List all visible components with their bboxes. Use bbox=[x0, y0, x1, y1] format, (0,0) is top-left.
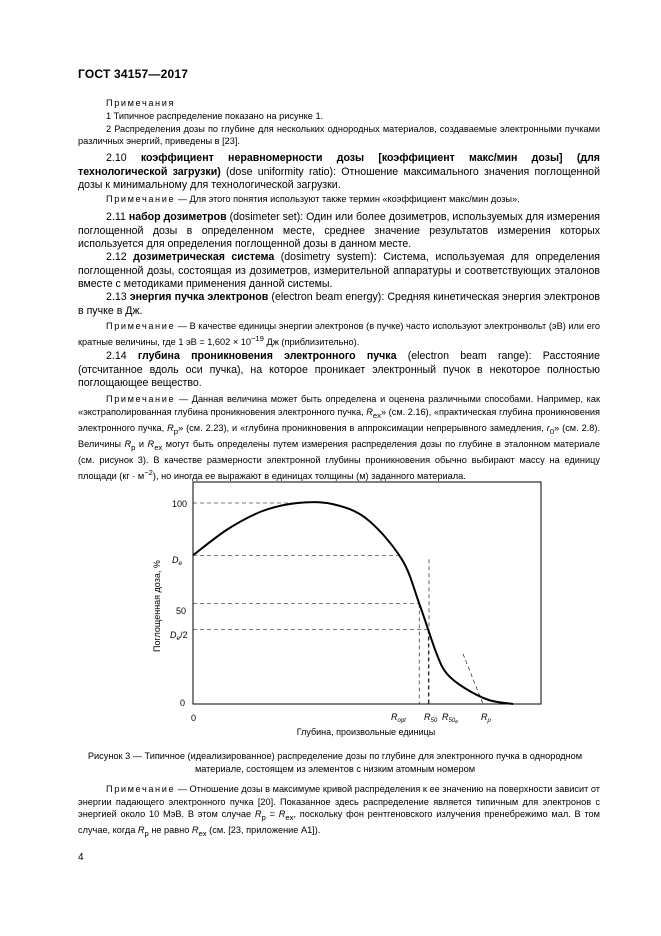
note-text: » (см. 2.16), «практическая глубина проникновения электронного пучка, bbox=[78, 406, 600, 433]
definition: Отношение максимального значения поглощенной дозы к минимальному для технологической загрузки. bbox=[78, 165, 600, 191]
symbol-sub: p bbox=[144, 829, 149, 839]
note-sup: −19 bbox=[250, 333, 264, 343]
x-tick-0: 0 bbox=[191, 713, 197, 723]
note-text: и bbox=[135, 439, 148, 450]
page-number: 4 bbox=[78, 852, 84, 863]
term-en: (dosimeter set): bbox=[226, 211, 304, 223]
notes-heading: Примечания bbox=[106, 98, 176, 108]
term-en: (dose uniformity ratio): bbox=[220, 165, 337, 178]
y-tick-100: 100 bbox=[172, 499, 188, 509]
symbol-sub: ex bbox=[198, 829, 207, 839]
note-label: Примечание bbox=[106, 321, 176, 331]
term: глубина проникновения электронного пучка bbox=[137, 350, 397, 362]
note-item-2: 2 Распределения дозы по глубине для нескольких однородных материалов, создаваемые электронными пучками различных энергий, приведены в [23]. bbox=[78, 123, 600, 146]
y-tick-de-half: $D_e/2$ bbox=[170, 630, 188, 642]
section-number: 2.10 bbox=[106, 152, 127, 164]
term: набор дозиметров bbox=[128, 211, 227, 223]
symbol: r bbox=[546, 422, 550, 433]
symbol: R bbox=[191, 825, 199, 836]
note-text: — В качестве единицы энергии электронов (в пучке) часто используют электронвольт (эВ) или его кратные величины, где 1 эВ = 1,602 × 10 bbox=[78, 321, 600, 347]
definition: Расстояние (отсчитанное вдоль оси пучка), на которое проникает электронный пучок в некоторое полностью поглощающее вещество. bbox=[78, 350, 600, 389]
note-label: Примечание bbox=[106, 394, 176, 404]
x-tick-ropt: $R_{opt}$ bbox=[391, 712, 406, 724]
section-2-12 bbox=[78, 251, 600, 292]
note-text: могут быть определены путем измерения распределения дозы по глубине в эталонном материале (см. рисунок 3). В качестве размерности электронной глубины проникновения обычно выбирают массу на единицу площади (кг · м bbox=[78, 439, 600, 482]
section-number: 2.12 bbox=[106, 251, 127, 263]
term-en: (dosimetry system): bbox=[274, 251, 377, 263]
symbol: R bbox=[167, 422, 174, 433]
term-en: (electron beam energy): bbox=[268, 291, 385, 303]
note-text: (см. [23, приложение А1]). bbox=[206, 825, 321, 836]
section-2-10 bbox=[78, 152, 600, 193]
symbol-sub: p bbox=[131, 442, 136, 452]
x-tick-rp: $R_p$ bbox=[481, 712, 491, 724]
note-text: ), но иногда ее выражают в единицах толщины (м) заданного материала. bbox=[152, 471, 466, 482]
chart-frame bbox=[193, 482, 541, 704]
definition: Средняя кинетическая энергия электронов в пучке в Дж. bbox=[78, 291, 600, 317]
figure-caption: Рисунок 3 — Типичное (идеализированное) распределение дозы по глубине для электронного пучка в однородном материале, состоящем из элементов с низким атомным номером bbox=[87, 751, 583, 774]
note-sup: −2 bbox=[144, 467, 153, 477]
section-2-11 bbox=[78, 211, 600, 252]
term-en: (electron beam range): bbox=[396, 350, 532, 362]
page-header: ГОСТ 34157—2017 bbox=[78, 67, 189, 81]
symbol-sub: ex bbox=[154, 442, 163, 452]
note-2-10 bbox=[78, 193, 600, 206]
symbol: R bbox=[124, 439, 132, 450]
note-text: = bbox=[265, 809, 279, 819]
note-item-1: 1 Типичное распределение показано на рисунке 1. bbox=[106, 111, 324, 121]
y-tick-50: 50 bbox=[176, 606, 187, 616]
section-2-14 bbox=[78, 350, 600, 391]
symbol: R bbox=[147, 439, 155, 450]
term: энергия пучка электронов bbox=[129, 291, 269, 303]
note-2-13 bbox=[78, 320, 600, 348]
symbol: R bbox=[254, 809, 262, 819]
symbol-sub: ex bbox=[372, 410, 381, 420]
term: коэффициент неравномерности дозы [коэффициент макс/мин дозы] (для технологической загрузки) bbox=[78, 152, 600, 178]
section-number: 2.14 bbox=[106, 350, 127, 362]
note-text: — Для этого понятия используют также термин «коэффициент макс/мин дозы». bbox=[175, 194, 520, 204]
symbol-sub: ex bbox=[285, 812, 294, 822]
definition: Система, используемая для определения поглощенной дозы, состоящая из дозиметров, измерительной аппаратуры и соответствующих эталонов вместе с методиками применения данной системы. bbox=[78, 251, 600, 290]
note-text: , поскольку фон рентгеновского излучения пренебрежимо мал. В том случае, когда bbox=[78, 809, 600, 836]
y-tick-de: $D_e$ bbox=[172, 555, 183, 567]
dose-curve bbox=[193, 502, 513, 704]
symbol: R bbox=[278, 809, 286, 819]
symbol-sub: p bbox=[173, 426, 179, 436]
y-axis-label: Поглощенная доза, % bbox=[152, 560, 162, 652]
guide-lines bbox=[193, 503, 483, 704]
note-figure-3 bbox=[78, 783, 600, 841]
note-label: Примечание bbox=[106, 784, 176, 794]
y-tick-0: 0 bbox=[180, 698, 186, 708]
x-tick-r50e: $R_{50}e$ bbox=[442, 712, 458, 725]
symbol-sub: 0 bbox=[549, 426, 555, 436]
note-text: не равно bbox=[148, 825, 192, 836]
note-text: — Данная величина может быть определена и оценена различными способами. Например, как «экстраполированная глубина проникновения электронного пучка, bbox=[78, 394, 600, 417]
note-text: — Отношение дозы в максимуме кривой распределения к ее значению на поверхности зависит от энергии падающего электронного пучка [20]. Показанное здесь распределение является типичным для электронов с энергией около 10 МэВ. В этом случае bbox=[78, 784, 600, 819]
symbol-sub: p bbox=[261, 812, 266, 822]
section-number: 2.11 bbox=[106, 211, 126, 223]
note-text: » (см. 2.23), и «глубина проникновения в аппроксимации непрерывного замедления, bbox=[178, 422, 547, 433]
note-label: Примечание bbox=[106, 194, 176, 204]
symbol: R bbox=[366, 406, 373, 417]
note-text: » (см. 2.8). Величины bbox=[78, 422, 601, 450]
section-number: 2.13 bbox=[106, 291, 127, 303]
term: дозиметрическая система bbox=[133, 251, 275, 263]
section-2-13 bbox=[78, 291, 600, 318]
depth-dose-chart bbox=[140, 478, 560, 728]
x-axis-label: Глубина, произвольные единицы bbox=[296, 727, 436, 737]
definition: Один или более дозиметров, используемых для измерения поглощенной дозы в определенном месте, среднее значение результатов измерения которых используется для определения поглощенной дозы в данном месте. bbox=[78, 211, 600, 250]
x-tick-r50: $R_{50}$ bbox=[424, 712, 438, 724]
symbol: R bbox=[137, 825, 145, 836]
note-text-end: Дж (приблизительно). bbox=[263, 336, 360, 347]
note-2-14 bbox=[78, 393, 600, 483]
notes-block bbox=[78, 110, 600, 148]
